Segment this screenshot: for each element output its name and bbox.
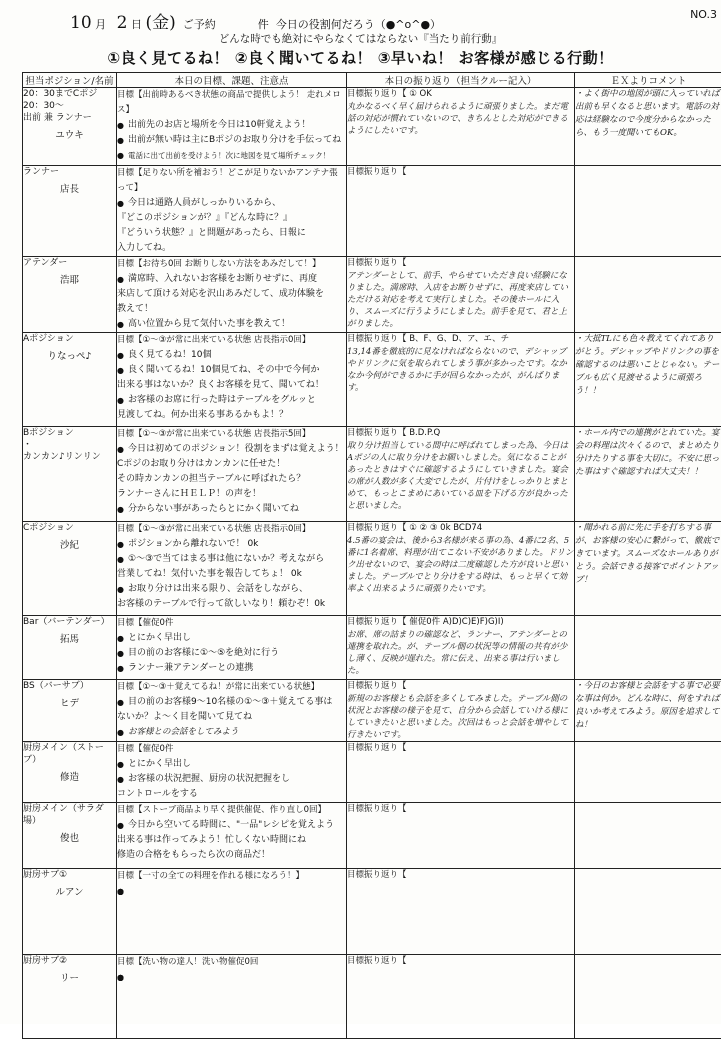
goal-item: ● 満席時、入れないお客様をお断りせずに、再度: [117, 272, 346, 287]
table-row: [23, 88, 721, 166]
goal-title: 目標【催促0件: [117, 616, 346, 631]
crew-name: 沙紀: [23, 540, 116, 552]
header-question: 今日の役割何だろう（●^o^●）: [276, 18, 441, 31]
sheet-subtitle: どんな時でも絶対にやらなくてはならない『当たり前行動』: [0, 31, 721, 46]
table-row: [23, 166, 721, 257]
goal-item: 『どういう状態？』と問題があったら、日報に: [117, 226, 346, 241]
table-row: [23, 522, 721, 616]
position-label: Cポジション: [23, 522, 116, 534]
goal-item: ● 分からない事があったらとにかく聞いてね: [117, 502, 346, 517]
goal-item: ● 良く見てるね！10個: [117, 348, 346, 363]
position-cell: [23, 742, 117, 803]
goal-list: [117, 631, 346, 676]
review-cell: [347, 257, 575, 333]
goal-item: ● お客様の状況把握、厨房の状況把握をし: [117, 772, 346, 787]
day-value: 2: [117, 13, 128, 33]
goal-list: [117, 196, 346, 256]
ex-comment-cell: [575, 803, 721, 869]
goal-item: 営業してね！気付いた事を報告してちょ！ 0k: [117, 567, 346, 582]
position-label: ・: [23, 439, 116, 451]
ex-comment-cell: [575, 257, 721, 333]
review-cell: [347, 869, 575, 955]
review-cell: [347, 88, 575, 166]
ex-comment-cell: [575, 742, 721, 803]
table-row: [23, 333, 721, 427]
position-label: Aポジション: [23, 333, 116, 345]
role-table: [22, 72, 721, 1039]
reservation-count-label: 件: [258, 18, 269, 31]
review-handwritten-text: お席、席の詰まりの確認など、ランナー、アテンダーとの連携を取れた。が、テーブル側の状況等の情報の共有が少し薄く、反映が遅れた。常に伝え、出来る事は行いました。: [347, 629, 574, 677]
review-cell: [347, 955, 575, 1039]
crew-name: 俊也: [23, 833, 116, 845]
position-cell: [23, 88, 117, 166]
crew-name: ユウキ: [23, 130, 116, 142]
ex-comment-cell: [575, 616, 721, 680]
day-label: 日: [131, 18, 142, 31]
goal-cell: [117, 869, 347, 955]
col-header-review: 本日の振り返り（担当クルー記入）: [347, 73, 575, 88]
document-number: NO.3: [690, 8, 717, 21]
crew-name: 浩耶: [23, 275, 116, 287]
goal-item: ● 今日は初めてのポジション！役割をまずは覚えよう！: [117, 442, 346, 457]
goal-item: ● 今日から空いてる時間に、"一品"レシピを覚えよう: [117, 818, 346, 833]
goal-item: ● お取り分けは出来る限り、会話をしながら、: [117, 582, 346, 597]
review-title: 目標振り返り【: [347, 869, 574, 882]
position-cell: [23, 680, 117, 742]
goal-item: Cポジのお取り分けはカンカンに任せた！: [117, 457, 346, 472]
goal-item: ● とにかく早出し: [117, 631, 346, 646]
goal-cell: [117, 522, 347, 616]
goal-cell: [117, 616, 347, 680]
goal-item: ● 高い位置から見て気付いた事を教えて！: [117, 317, 346, 332]
goal-cell: [117, 803, 347, 869]
goal-item: ランナーさんにＨＥＬＰ！の声を！: [117, 487, 346, 502]
position-cell: [23, 522, 117, 616]
goal-cell: [117, 257, 347, 333]
position-label: 20：30までCポジ: [23, 88, 116, 100]
table-row: [23, 869, 721, 955]
goal-list: [117, 695, 346, 740]
goal-item: ● 目の前のお客様に①～⑤を絶対に行う: [117, 646, 346, 661]
review-title: 目標振り返り【: [347, 166, 574, 179]
crew-name: ヒデ: [23, 698, 116, 710]
position-label: 厨房メイン（ストーブ）: [23, 742, 116, 766]
table-row: [23, 427, 721, 522]
crew-name: 拓馬: [23, 634, 116, 646]
goal-cell: [117, 166, 347, 257]
review-cell: [347, 333, 575, 427]
position-label: BS（バーサブ）: [23, 680, 116, 692]
goal-item: ● 電話に出て出前を受けよう！次に地図を見て場所チェック！: [117, 148, 346, 163]
review-title: 目標振り返り【: [347, 680, 574, 693]
table-row: [23, 680, 721, 742]
ex-comment-cell: ・今日のお客様と会話をする事で必要な事は何か。どんな時に、何をすれば良いか考えてみよう。原因を追求してね！: [575, 680, 721, 742]
crew-name: りなっぺ♪: [23, 351, 116, 363]
sheet-motto: ①良く見てるね！ ②良く聞いてるね！ ③早いね！ お客様が感じる行動！: [0, 47, 721, 68]
table-row: [23, 803, 721, 869]
position-label: カンカン♪リンリン: [23, 451, 116, 463]
goal-item: 『どこのポジションが？』『どんな時に？』: [117, 211, 346, 226]
ex-comment-cell: ・大抵TLにも色々教えてくれてありがとう。デシャップやドリンクの事を確認するのは悪いことじゃない。テーブルも広く見渡せるように頑張ろう！！: [575, 333, 721, 427]
position-cell: [23, 803, 117, 869]
goal-item: ● 出前先のお店と場所を今日は10軒覚えよう！: [117, 118, 346, 133]
position-label: アテンダー: [23, 257, 116, 269]
position-cell: [23, 869, 117, 955]
goal-list: [117, 818, 346, 863]
goal-list: [117, 272, 346, 332]
goal-title: 目標【①～③が常に出来ている状態 店長指示0回】: [117, 522, 346, 537]
review-handwritten-text: 13,14番を徹底的に見なければならないので、デシャップやドリンクに気を取られてしまう事が多かったです。なかなか今何ができるかに手が回らなかったが、がんばります。: [347, 346, 574, 394]
position-label: Bar（バーテンダー）: [23, 616, 116, 628]
review-handwritten-text: 取り分け担当している間中に呼ばれてしまった為、今日はAポジの人に取り分けをお願いしました。気になることがあったときはすぐに確認するようにしていきました。宴会の席が人数が多く大変でしたが、片付けをしっかりとまとめて、もっとこまめにあいている皿を下げる方が良かったと思いました。: [347, 440, 574, 512]
position-label: 厨房サブ①: [23, 869, 116, 881]
goal-cell: [117, 742, 347, 803]
table-row: [23, 955, 721, 1039]
position-label: ランナー: [23, 166, 116, 178]
review-handwritten-text: アテンダーとして、前手、やらせていただき良い経験になりました。満席時、入店をお断りせずに、再度来店していただける対応を考えて実行しました。その後ホールに入り、スムーズに行うようにしました。前手を見て、君と上がりました。: [347, 270, 574, 330]
goal-title: 目標【催促0件: [117, 742, 346, 757]
goal-list: [117, 348, 346, 423]
review-cell: [347, 803, 575, 869]
review-handwritten-text: 4.5番の宴会は、後から3名様が来る事の為、4番に2名、5番に1名着席、料理が出てこない不安がありました。ドリンク出せないので、宴会の時は二度確認した方が良いと思いました。テーブルでとり分けをする時は、もっと早くて効率よく出来るように頑張りたいです。: [347, 535, 574, 595]
goal-item: ● ポジションから離れないで！ 0k: [117, 537, 346, 552]
goal-item: コントロールをする: [117, 787, 346, 802]
review-title: 目標振り返り【: [347, 257, 574, 270]
goal-list: [117, 537, 346, 612]
review-cell: [347, 742, 575, 803]
goal-title: 目標【①～③が常に出来ている状態 店長指示0回】: [117, 333, 346, 348]
table-header-row: [23, 73, 721, 88]
crew-name: リー: [23, 973, 116, 985]
review-title: 目標振り返り【 催促0件 A)D)C)E)F)G)I): [347, 616, 574, 629]
goal-item: ● ランナー兼アテンダーとの連携: [117, 661, 346, 676]
goal-title: 目標【足りない所を補おう！どこが足りないかアンテナ張って】: [117, 166, 346, 196]
position-cell: [23, 257, 117, 333]
goal-title: 目標【①～③＋覚えてるね！が常に出来ている状態】: [117, 680, 346, 695]
review-title: 目標振り返り【 B.D.P.Q: [347, 427, 574, 440]
review-title: 目標振り返り【 ① ② ③ 0k BCD74: [347, 522, 574, 535]
table-row: [23, 616, 721, 680]
table-row: [23, 257, 721, 333]
goal-cell: [117, 680, 347, 742]
goal-title: 目標【お待ち0回 お断りしない方法をあみだして！】: [117, 257, 346, 272]
reservation-label: ご予約: [183, 18, 216, 31]
goal-item: 出来る事はないか？良くお客様を見て、聞いてね！: [117, 378, 346, 393]
col-header-goal: 本日の目標、課題、注意点: [117, 73, 347, 88]
goal-item: ● お客様のお席に行った時はテーブルをグルッと: [117, 393, 346, 408]
table-row: [23, 742, 721, 803]
goal-list: [117, 118, 346, 163]
position-cell: [23, 616, 117, 680]
goal-item: お客様のテーブルで行って欲しいなり！頼むぞ！0k: [117, 597, 346, 612]
goal-title: 目標【①～③が常に出来ている状態 店長指示5回】: [117, 427, 346, 442]
goal-item: 来店して頂ける対応を沢山あみだして、成功体験を: [117, 287, 346, 302]
review-cell: [347, 427, 575, 522]
goal-item: ● お客様との会話をしてみよう: [117, 725, 346, 740]
review-title: 目標振り返り【 B、F、G、D、ア、エ、チ: [347, 333, 574, 346]
goal-item: ● 良く聞いてるね！10個見てね、その中で今何か: [117, 363, 346, 378]
month-label: 月: [95, 18, 106, 31]
goal-title: 目標【ストーブ商品より早く提供催促、作り直し0回】: [117, 803, 346, 818]
position-label: 厨房サブ②: [23, 955, 116, 967]
sheet-header: [70, 8, 441, 33]
goal-item: その時カンカンの担当テーブルに呼ばれたら？: [117, 472, 346, 487]
crew-name: 修造: [23, 772, 116, 784]
position-label: 厨房メイン（サラダ場）: [23, 803, 116, 827]
review-cell: [347, 680, 575, 742]
col-header-position: 担当ポジション/名前: [23, 73, 117, 88]
ex-comment-cell: ・聞かれる前に先に手を打ちする事が、お客様の安心に繋がって、徹底できています。スムーズなホールありがとう。会話できる接客でポイントアップ！: [575, 522, 721, 616]
ex-comment-cell: ・よく街中の地図が頭に入っていれば出前も早くなると思います。電話の対応は経験なので今度分からなかったら、もう一度聞いてもOK。: [575, 88, 721, 166]
position-label: Bポジション: [23, 427, 116, 439]
review-cell: [347, 166, 575, 257]
review-title: 目標振り返り【: [347, 803, 574, 816]
goal-item: ● ①～③で当てはまる事は他にないか？考えながら: [117, 552, 346, 567]
position-cell: [23, 955, 117, 1039]
weekday-value: (金): [145, 13, 175, 33]
goal-item: ないか？よ～く目を聞いて見てね: [117, 710, 346, 725]
ex-comment-cell: [575, 869, 721, 955]
ex-comment-cell: [575, 955, 721, 1039]
review-title: 目標振り返り【 ① OK: [347, 88, 574, 101]
position-cell: [23, 427, 117, 522]
position-label: 出前 兼 ランナー: [23, 112, 116, 124]
goal-item: 修造の合格をもらったら次の商品だ！: [117, 848, 346, 863]
goal-item: 入力してね。: [117, 241, 346, 256]
review-handwritten-text: 丸かなるべく早く届けられるように頑張りました。まだ電話の対応が慣れていないので、きちんとした対応ができるようにしたいです。: [347, 101, 574, 137]
crew-name: ルアン: [23, 887, 116, 899]
review-cell: [347, 522, 575, 616]
goal-title: 目標【一寸の全ての料理を作れる様になろう！】: [117, 869, 346, 884]
goal-cell: [117, 955, 347, 1039]
review-title: 目標振り返り【: [347, 742, 574, 755]
goal-item: ● 出前が無い時は主にBポジのお取り分けを手伝ってね: [117, 133, 346, 148]
position-cell: [23, 333, 117, 427]
goal-item: ● とにかく早出し: [117, 757, 346, 772]
goal-item: 出来る事は作ってみよう！忙しくない時間にね: [117, 833, 346, 848]
goal-item: ● 今日は通路人員がしっかりいるから、: [117, 196, 346, 211]
position-label: 20：30～: [23, 100, 116, 112]
goal-cell: [117, 88, 347, 166]
position-cell: [23, 166, 117, 257]
goal-list: [117, 442, 346, 517]
goal-list: [117, 757, 346, 802]
goal-cell: [117, 333, 347, 427]
ex-comment-cell: [575, 166, 721, 257]
goal-item: 教えて！: [117, 302, 346, 317]
goal-cell: [117, 427, 347, 522]
goal-item: ● 目の前のお客様9～10名様の①～③＋覚えてる事は: [117, 695, 346, 710]
crew-name: 店長: [23, 184, 116, 196]
review-handwritten-text: 新規のお客様とも会話を多くしてみました。テーブル側の状況とお客様の様子を見て、自分から会話していける様にしていきたいと思いました。次回はもっと会話を増やして行きたいです。: [347, 693, 574, 741]
ex-comment-cell: ・ホール内での連携がとれていた。宴会の料理は次々くるので、まとめたり分けたりする事を大切に。不安に思った事はすぐ確認すれば大丈夫！！: [575, 427, 721, 522]
review-cell: [347, 616, 575, 680]
goal-item: 見渡してね。何か出来る事あるかもよ！？: [117, 408, 346, 423]
goal-title: 目標【出前時あるべき状態の商品で提供しよう！ 走れメロス】: [117, 88, 346, 118]
month-value: 10: [70, 13, 92, 33]
review-title: 目標振り返り【: [347, 955, 574, 968]
goal-title: 目標【洗い物の達人！洗い物催促0回: [117, 955, 346, 970]
col-header-comment: ＥＸよりコメント: [575, 73, 721, 88]
